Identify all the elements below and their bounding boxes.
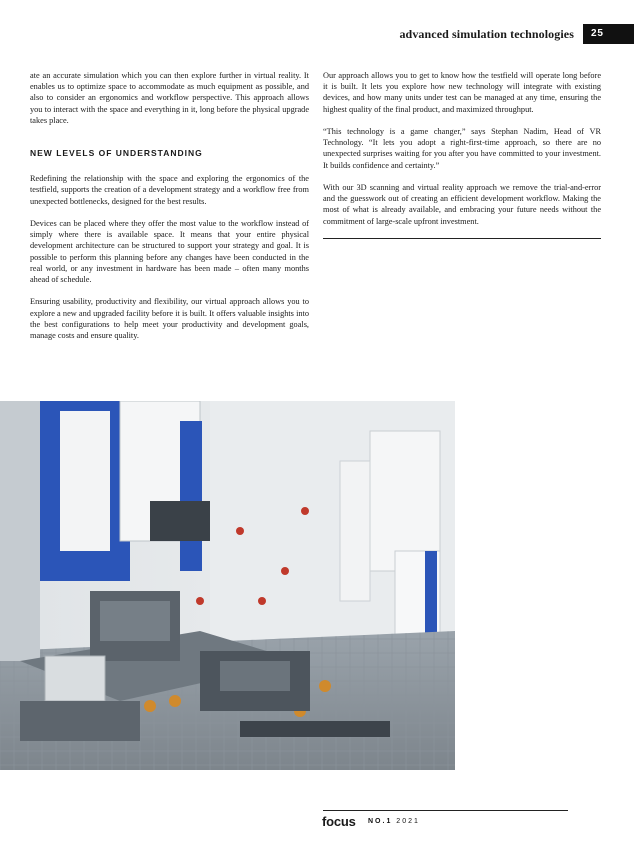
- issue-year: 2021: [396, 818, 420, 825]
- magazine-logo: focus: [322, 814, 356, 829]
- paragraph: Devices can be placed where they offer the most value to the workflow instead of simply where there is available space. It means that your entire physical development architecture can be structured to support your strategy and goal. It is possible to perform this planning before any changes have been conducted in the real world, or any investment in hardware has been made – often many months ahead of schedule.: [30, 219, 309, 285]
- footer-rule: [323, 810, 568, 811]
- paragraph: Ensuring usability, productivity and flexibility, our virtual approach allows you to explore a new and upgraded facility before it is built. It offers valuable insights into the best configurations to help meet your productivity and development goals, manage costs and ensure quality.: [30, 297, 309, 341]
- page-number: 25: [583, 24, 634, 44]
- issue-number: NO.1: [368, 818, 393, 825]
- right-column: [323, 70, 601, 239]
- column-end-rule: [323, 238, 601, 239]
- testfield-render-image: [0, 401, 455, 770]
- issue-label: [368, 818, 420, 825]
- quote-paragraph: “This technology is a game changer,” says Stephan Nadim, Head of VR Technology. “It lets you adopt a right-first-time approach, so there are no unexpected surprises waiting for you after you have committed to your investment. It builds confidence and certainty.”: [323, 127, 601, 170]
- left-column: [30, 70, 309, 352]
- section-title: advanced simulation technologies: [399, 27, 574, 41]
- paragraph: Our approach allows you to get to know how the testfield will operate long before it is built. It lets you explore how new technology will integrate with existing devices, and how many units under test can be managed at any time, ensuring the highest quality of the final product, and maximized throughput.: [323, 71, 601, 114]
- paragraph: With our 3D scanning and virtual reality approach we remove the trial-and-error and the guesswork out of creating an efficient development workflow. Making the most of what is already available, and embracing your future needs without the commitment of large-scale upfront investment.: [323, 183, 601, 226]
- paragraph: Redefining the relationship with the space and exploring the ergonomics of the testfield, supports the creation of a development strategy and a workflow free from unexpected bottlenecks, designed for the best results.: [30, 174, 309, 206]
- subheading: NEW LEVELS OF UNDERSTANDING: [30, 148, 203, 159]
- paragraph: ate an accurate simulation which you can then explore further in virtual reality. It enables us to optimize space to accommodate as much equipment as possible, and also to consider an ergonomics and workflow perspective. This approach allows you to interact with the space and everything in it, long before the physical upgrade takes place.: [30, 71, 309, 125]
